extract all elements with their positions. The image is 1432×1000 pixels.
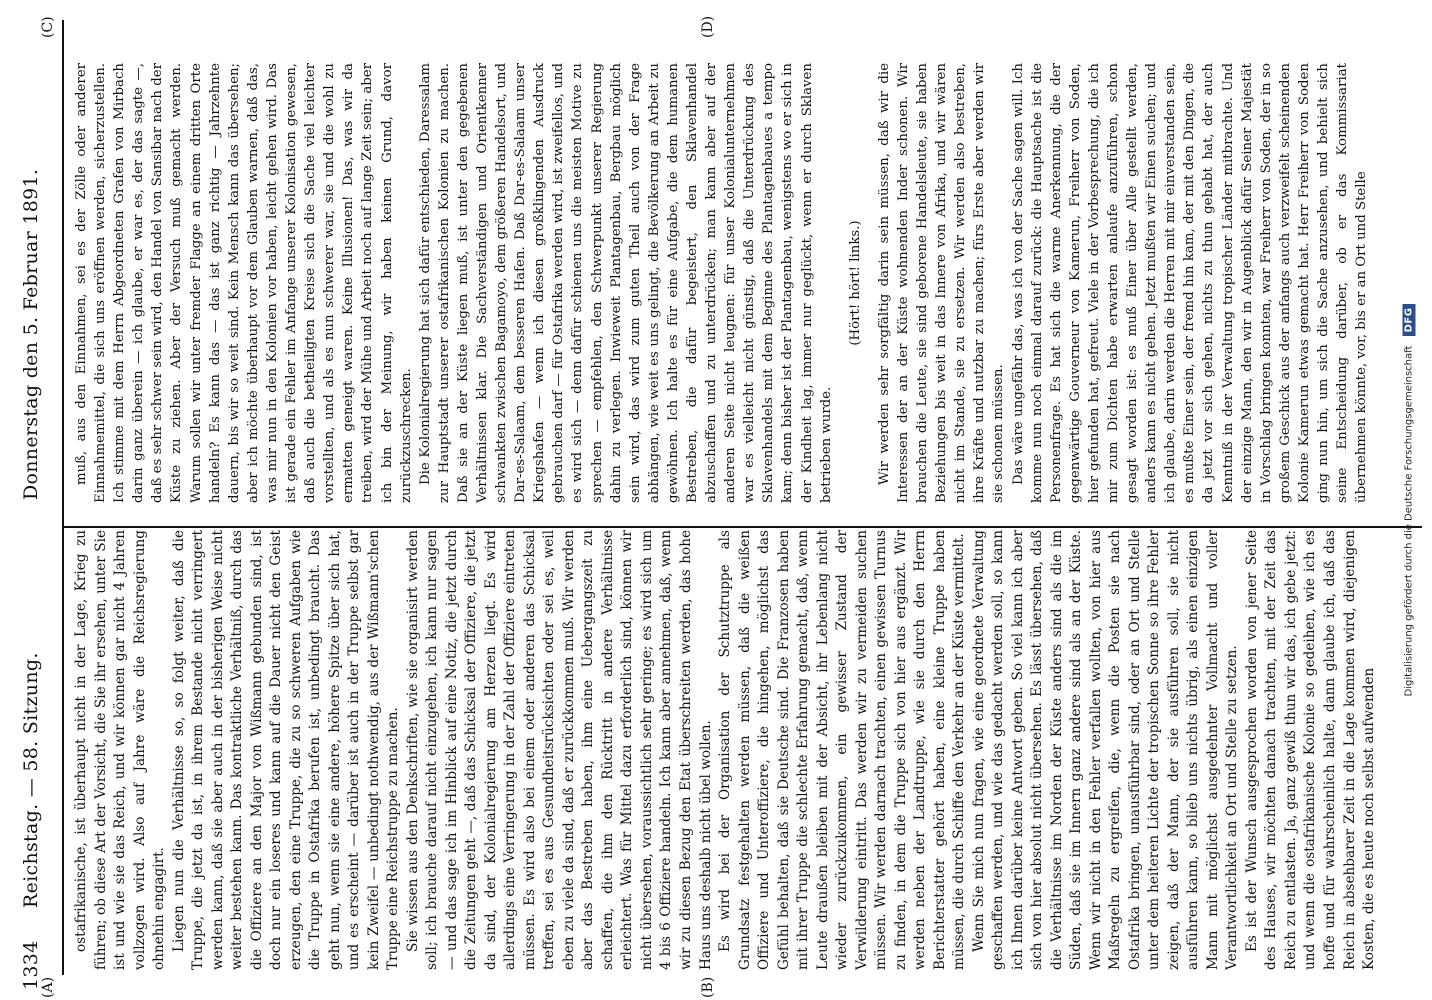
paragraph: Liegen nun die Verhältnisse so, so folgt weiter, daß die Truppe, die jetzt da ist, in ihrem Bestande nicht verringert werden kann, daß sie aber auch in der bisherigen Weise nicht weiter bestehen kann. Das kontraktliche Verhältniß, durch das die Offiziere an den Major von Wißmann gebunden sind, ist doch nur ein loseres und kann auf die Dauer nicht den Geist erzeugen, den eine Truppe, die zu so schweren Aufgaben wie die Truppe in Ostafrika berufen ist, unbedingt braucht. Das geht nun, wenn sie eine andere, höhere Spitze über sich hat, und es erscheint — darüber ist auch in der Truppe selbst gar kein Zweifel — unbedingt nothwendig, aus der Wißmann'schen Truppe eine Reichstruppe zu machen.: [170, 530, 402, 970]
page-number: 1334: [20, 940, 42, 990]
paragraph: Sie wissen aus den Denkschriften, wie sie organisirt werden soll; ich brauche darauf nicht einzugehen, ich kann nur sagen — und das sage ich im Hinblick auf eine Notiz, die jetzt durch die Zeitungen geht —, daß das Schicksal der Offiziere, die jetzt da sind, der Kolonialregierung am Herzen liegt. Es wird allerdings eine Verringerung in der Zahl der Offiziere eintreten müssen. Es wird also bei einem oder anderen das Schicksal treffen, sei es aus Gesundheitsrücksichten oder sei es, weil eben zu viele da sind, daß er zurückkommen muß. Wir werden aber das Bestreben haben, ihm eine Uebergangszeit zu schaffen, die ihm den Rücktritt in andere Verhältnisse erleichtert. Was für Mittel dazu erforderlich sind, können wir nicht übersehen, voraussichtlich sehr geringe; es wird sich um 4 bis 6 Offiziere handeln. Ich kann aber annehmen, daß, wenn wir zu diesen Bezug den Etat überschreiten werden, das hohe Haus uns deshalb nicht übel wollen.: [404, 530, 714, 970]
column-divider: [62, 526, 1422, 528]
margin-marker-b: (B): [700, 976, 716, 998]
interjection: (Hört! hört! links.): [847, 220, 863, 346]
paragraph: Es ist der Wunsch ausgesprochen worden von jener Seite des Hauses, wir möchten danach trachten, mit der Zeit das Reich zu entlasten. Ja, ganz gewiß thun wir das, ich gebe jetzt: und wenn die ostafrikanische Kolonie so gedeihen, wie ich es hoffe und für wahrscheinlich halte, dann glaube ich, daß das Reich in absehbarer Zeit in die Lage kommen wird, diejenigen Kosten, die es heute noch selbst aufwenden: [1243, 530, 1378, 970]
paragraph: muß, aus den Einnahmen, sei es der Zölle oder anderer Einnahmemittel, die sich uns eröffnen werden, sicherzustellen. Ich stimme mit dem Herrn Abgeordneten Grafen von Mirbach darin ganz überein — ich glaube, er war es, der das sagte —, daß es sehr schwer sein wird, den Handel von Sansibar nach der Küste zu ziehen. Aber der Versuch muß gemacht werden. Warum sollen wir unter fremder Flagge an einem dritten Orte handeln? Es kann das — das ist ganz richtig — Jahrzehnte dauern, bis wir so weit sind. Kein Mensch kann das übersehen; aber ich möchte überhaupt vor dem Glauben warnen, daß das, was mir nun in den Kolonien vor haben, leicht gehen wird. Das ist gerade ein Fehler im Anfange unserer Kolonisation gewesen, daß auch die betheiligten Kreise sich die Sache viel leichter vorstellten, und als es nun schwerer war, sie und die wohl zu ermatten geneigt waren. Keine Illusionen! Das, was wir da treiben, wird der Mühe und Arbeit noch auf lange Zeit sein; aber ich bin der Meinung, wir haben keinen Grund, davor zurückzuschrecken.: [74, 63, 414, 503]
header-date: Donnerstag den 5. Februar 1891.: [20, 168, 42, 500]
paragraph: Wir werden sehr sorgfältig darin sein müssen, daß wir die Interessen der an der Küste wohnenden Inder schonen. Wir brauchen die Leute, sie sind geborene Handelsleute, sie haben Beziehungen bis weit in das Innere von Afrika, und wir wären nicht im Stande, sie zu ersetzen. Wir werden also bestreben, ihre Kräfte und nutzbar zu machen; fürs Erste aber werden wir sie schonen müssen.: [876, 63, 1007, 503]
paragraph: Wenn Sie mich nun fragen, wie eine geordnete Verwaltung geschaffen werden, und wie das gedacht werden soll, so kann ich Ihnen darüber keine Antwort geben. So viel kann ich aber sich von hier absolut nicht übersehen. Es lässt übersehen, daß die Verhältnisse im Norden der Küste anders sind als die im Süden, daß sie im Innern ganz andere sind als an der Küste. Wenn wir nicht in den Fehler verfallen wollten, von hier aus Maßregeln zu ergreifen, die, wenn die Posten sie nach Ostafrika bringen, unausführbar sind, oder an Ort und Stelle unter dem heiteren Lichte der tropischen Sonne so ihre Fehler zeigen, daß der Mann, der sie ausführen soll, sie nicht ausführen kann, so blieb uns nichts übrig, als einen einzigen Mann mit möglichst ausgedehnter Vollmacht und voller Verantwortlichkeit an Ort und Stelle zu setzen.: [970, 530, 1241, 970]
left-column: [72, 530, 1380, 970]
right-column: [72, 63, 1371, 503]
page-header: [0, 0, 70, 1000]
margin-marker-a: (A): [40, 976, 56, 998]
margin-marker-d: (D): [700, 15, 716, 38]
paragraph: Es wird bei der Organisation der Schutztruppe als Grundsatz festgehalten werden müssen, daß die weißen Offiziere und Unteroffiziere, die hingehen, möglichst das Gefühl behalten, daß sie Deutsche sind. Die Franzosen haben mit ihrer Truppe die schlechte Erfahrung gemacht, daß, wenn Leute draußen bleiben mit der Absicht, ihr Lebenlang nicht wieder zurückzukommen, ein gewisser Zustand der Verwilderung eintritt. Das werden wir zu vermeiden suchen müssen. Wir werden darnach trachten, einen gewissen Turnus zu finden, in dem die Truppe sich von hier aus ergänzt. Wir werden neben der Landtruppe, wie sie durch den Herrn Berichterstatter gehört haben, eine kleine Truppe haben müssen, die durch Schiffe den Verkehr an der Küste vermittelt.: [717, 530, 968, 970]
margin-marker-c: (C): [40, 16, 56, 38]
header-rule: [62, 20, 64, 975]
paragraph: ostafrikanische, ist überhaupt nicht in der Lage, Krieg zu führen; ob diese Art der Vorsicht, die Sie ihr ersehen, unter Sie ist und wie sie das Reich, und wir können gar nicht 4 Jahren vollzogen wird. Also auf Jahre wäre die Reichsregierung ohnehin engagirt.: [73, 530, 168, 970]
paragraph: Das wäre ungefähr das, was ich von der Sache sagen will. Ich komme nun noch einmal darauf zurück: die Hauptsache ist die Personenfrage. Es hat sich die warme Anerkennung, die der gegenwärtige Gouverneur von Kamerun, Freiherr von Soden, hier gefunden hat, gefreut. Viele in der Vorbesprechung, die ich mir zum Dichten habe erwarten anlaufe anzuführen, schon gesagt worden ist: es muß Einer über Alle gestellt werden, anders kann es nicht gehen. Jetzt mußten wir Einen suchen; und ich glaube, darin werden die Herren mit mir einverstanden sein, es mußte Einer sein, der fremd hin kam, der mit den Dingen, die da jetzt vor sich gehen, nichts zu thun gehabt hat, der auch Kenntniß in der Verwaltung tropischer Länder mitbrachte. Und der einzige Mann, den wir in Augenblick dafür Seiner Majestät in Vorschlag bringen konnten, war Freiherr von Soden, der in so großem Geschick aus der anfangs auch verzweifelt scheinenden Kolonie Kamerun etwas gemacht hat. Herr Freiherr von Soden ging nun hin, um sich die Sache anzusehen, und behielt sich seine Entscheidung darüber, ob er das Kommissariat übernehmen könnte, vor, bis er an Ort und Stelle: [1010, 63, 1370, 503]
credit-text: Digitalisierung gefördert durch die Deutsche Forschungsgemeinschaft: [1403, 345, 1415, 697]
dfg-logo: DFG: [1403, 304, 1416, 337]
header-session-title: Reichstag. — 58. Sitzung.: [20, 652, 42, 908]
digitization-credit: [1392, 20, 1426, 980]
paragraph: Die Kolonialregierung hat sich dafür entschieden, Daressalam zur Hauptstadt unserer ostafrikanischen Kolonien zu machen. Daß sie an der Küste liegen muß, ist unter den gegebenen Verhältnissen klar. Die Sachverständigen und Orientkenner schwankten zwischen Bagamoyo, dem größeren Handelsort, und Dar-es-Salaam, dem besseren Hafen. Daß Dar-es-Salaam unser Kriegshafen — wenn ich diesen großklingenden Ausdruck gebrauchen darf — für Ostafrika werden wird, ist zweifellos, und es wird sich — denn dafür schienen uns die meisten Motive zu sprechen — empfehlen, den Schwerpunkt unserer Regierung dahin zu verlegen. Inwieweit Plantagenbau, Bergbau möglich sein wird, das wird zum guten Theil auch von der Frage abhängen, wie weit es uns gelingt, die Bevölkerung an Arbeit zu gewöhnen. Ich halte es für eine Aufgabe, die dem humanen Bestreben, die dafür begeistert, den Sklavenhandel abzuschaffen und zu unterdrücken; man kann aber auf der anderen Seite nicht leugnen: für unser Kolonialunternehmen war es vielleicht nicht günstig, daß die Unterdrückung des Sklavenhandels mit dem Beginne des Plantagenbaues a tempo kam; denn bisher ist der Plantagenbau, wenigstens wo er sich in der Kindheit lag, immer nur geglückt, wenn er durch Sklaven betrieben wurde.: [417, 63, 834, 503]
